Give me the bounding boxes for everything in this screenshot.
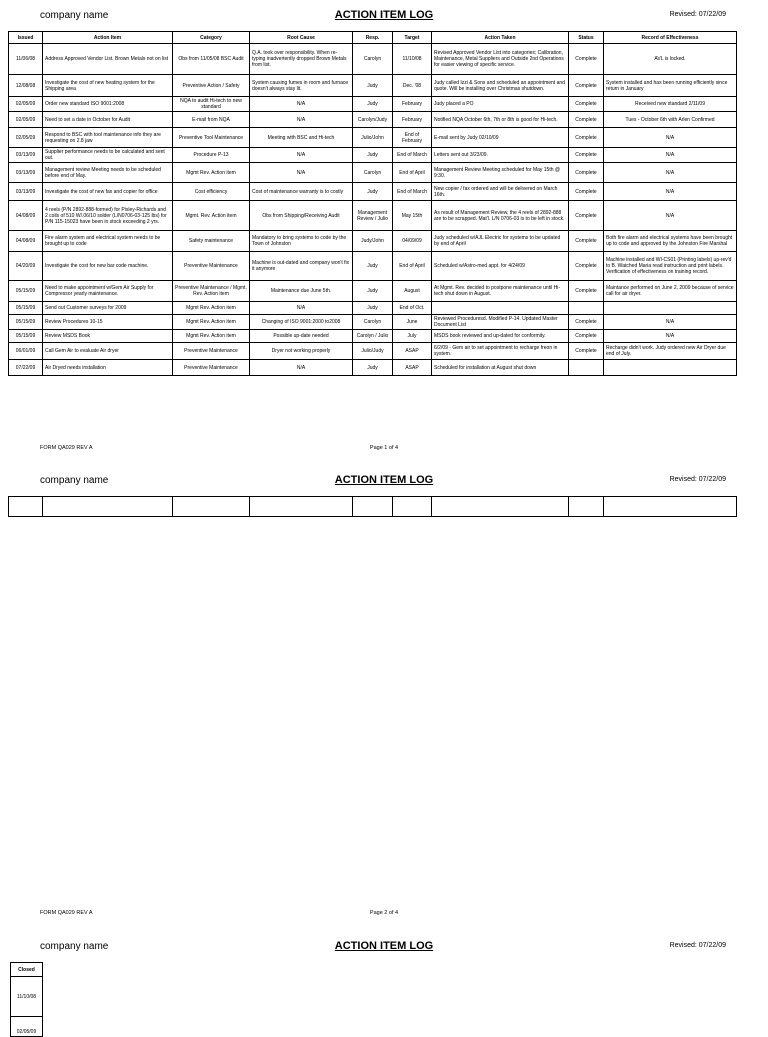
- table-row: [9, 75, 737, 97]
- table-row: [11, 977, 43, 1017]
- cell-record-of-effectiveness: Maintance performed on June 2, 2009 because of service call for air dryer.: [604, 281, 737, 302]
- cell-action-item: Need to set a date in October for Audit: [43, 112, 173, 128]
- cell-resp: Carolyn / Julio: [353, 330, 393, 343]
- table-header-row: [11, 963, 43, 977]
- cell-status: Complete: [569, 75, 604, 97]
- cell-record-of-effectiveness: Machine installed and WI-CS01 (Printing labels) up-rev'd to B. Watched Maria read instruction and print labels. Verification of effectiveness on training record.: [604, 252, 737, 281]
- cell-record-of-effectiveness: Received new standard 2/11/09: [604, 97, 737, 112]
- cell-root-cause: N/A: [250, 97, 353, 112]
- table-row: [9, 128, 737, 148]
- cell-resp: Carolyn: [353, 44, 393, 75]
- col-header-action-item: Action Item: [43, 32, 173, 44]
- cell-resp: Judy/John: [353, 231, 393, 252]
- cell-action-taken: As result of Management Review, the 4 reels of 2892-888 are to be scrapped. Mat'l. L/N 0706-03 is to be left in stock.: [432, 201, 569, 231]
- cell-status: [569, 302, 604, 315]
- cell-resp: Judy: [353, 75, 393, 97]
- cell-action-taken: Reviewed Proceduresd. Modified P-14. Updated Master Document List: [432, 315, 569, 330]
- cell-action-taken: Letters sent out 3/23/09.: [432, 148, 569, 163]
- cell-resp: Judy: [353, 183, 393, 201]
- cell-root-cause: N/A: [250, 163, 353, 183]
- table-cell: [432, 497, 569, 517]
- cell-status: Complete: [569, 112, 604, 128]
- cell-target: June: [393, 315, 432, 330]
- closed-date: 02/05/09: [11, 1017, 43, 1037]
- cell-action-item: Supplier performance needs to be calculated and sent out.: [43, 148, 173, 163]
- cell-action-item: Call Gem Air to evaluate Air dryer: [43, 343, 173, 360]
- cell-record-of-effectiveness: N/A: [604, 128, 737, 148]
- table-cell: [9, 497, 43, 517]
- revised-date: Revised: 07/22/09: [669, 942, 726, 949]
- cell-target: End of February: [393, 128, 432, 148]
- cell-target: End of Oct.: [393, 302, 432, 315]
- cell-category: Preventive Tool Maintenance: [173, 128, 250, 148]
- cell-action-item: Order new standard ISO 9001:2008: [43, 97, 173, 112]
- col-header-category: Category: [173, 32, 250, 44]
- company-name: company name: [40, 10, 109, 21]
- table-row: [9, 201, 737, 231]
- cell-target: July: [393, 330, 432, 343]
- cell-record-of-effectiveness: N/A: [604, 183, 737, 201]
- page1-header: [0, 10, 768, 30]
- company-name: company name: [40, 475, 109, 486]
- table-row: [9, 44, 737, 75]
- cell-resp: Julio/John: [353, 128, 393, 148]
- table-cell: [43, 497, 173, 517]
- cell-root-cause: N/A: [250, 302, 353, 315]
- cell-action-item: Need to make appointment w/Gem Air Supply for Compressor yearly maintenance.: [43, 281, 173, 302]
- cell-status: Complete: [569, 343, 604, 360]
- table-row: [9, 163, 737, 183]
- cell-issued: 03/13/09: [9, 163, 43, 183]
- col-header-closed: Closed: [11, 963, 43, 977]
- cell-status: Complete: [569, 252, 604, 281]
- cell-issued: 04/20/09: [9, 252, 43, 281]
- page3-header: [0, 941, 768, 961]
- cell-action-item: Management review Meeting needs to be scheduled before end of May.: [43, 163, 173, 183]
- table-row: [9, 315, 737, 330]
- cell-category: E-mail from NQA: [173, 112, 250, 128]
- table-cell: [393, 497, 432, 517]
- cell-issued: 02/05/09: [9, 128, 43, 148]
- cell-action-taken: E-mail sent by Judy 02/10/09: [432, 128, 569, 148]
- page-title: ACTION ITEM LOG: [334, 474, 434, 486]
- col-header-record-of-effectiveness: Record of Effectiveness: [604, 32, 737, 44]
- table-row: [9, 281, 737, 302]
- cell-status: Complete: [569, 281, 604, 302]
- cell-category: Mgmt. Rev. Action item: [173, 201, 250, 231]
- cell-action-taken: Notified NQA October 6th, 7th or 8th is good for Hi-tech.: [432, 112, 569, 128]
- cell-root-cause: Dryer not working properly: [250, 343, 353, 360]
- cell-category: Cost efficiency: [173, 183, 250, 201]
- cell-record-of-effectiveness: N/A: [604, 330, 737, 343]
- table-row: [9, 330, 737, 343]
- table-cell: [604, 497, 737, 517]
- cell-root-cause: N/A: [250, 148, 353, 163]
- col-header-issued: Issued: [9, 32, 43, 44]
- cell-target: Dec. '08: [393, 75, 432, 97]
- table-row: [9, 148, 737, 163]
- cell-record-of-effectiveness: N/A: [604, 201, 737, 231]
- cell-record-of-effectiveness: Both fire alarm and electrical systems have been brought up to code and approved by the Johnston Fire Marshal: [604, 231, 737, 252]
- cell-action-item: Respond to BSC with tool maintenance info they are requesting on 2.8 jaw: [43, 128, 173, 148]
- cell-root-cause: N/A: [250, 360, 353, 376]
- cell-target: End of April: [393, 252, 432, 281]
- cell-target: ASAP: [393, 343, 432, 360]
- cell-issued: 11/06/08: [9, 44, 43, 75]
- cell-record-of-effectiveness: [604, 360, 737, 376]
- cell-target: ASAP: [393, 360, 432, 376]
- cell-record-of-effectiveness: N/A: [604, 315, 737, 330]
- cell-status: Complete: [569, 44, 604, 75]
- table-row: [9, 497, 737, 517]
- cell-category: Preventive Maintenance / Mgmt. Rev. Action item: [173, 281, 250, 302]
- cell-issued: 02/05/09: [9, 112, 43, 128]
- cell-action-taken: Judy placed a PO: [432, 97, 569, 112]
- cell-resp: Judy: [353, 148, 393, 163]
- cell-action-item: Send out Customer surveys for 2009: [43, 302, 173, 315]
- cell-record-of-effectiveness: Recharge didn't work. Judy ordered new Air Dryer due end of July.: [604, 343, 737, 360]
- cell-issued: 02/05/09: [9, 97, 43, 112]
- page-title: ACTION ITEM LOG: [334, 940, 434, 952]
- cell-category: Preventive Maintenance: [173, 252, 250, 281]
- cell-root-cause: Machine is out-dated and company won't fix it anymore: [250, 252, 353, 281]
- blank-table: [8, 496, 737, 517]
- cell-status: Complete: [569, 201, 604, 231]
- cell-issued: 03/13/09: [9, 148, 43, 163]
- cell-issued: 12/08/08: [9, 75, 43, 97]
- cell-status: Complete: [569, 148, 604, 163]
- page2-header: [0, 475, 768, 495]
- col-header-root-cause: Root Cause: [250, 32, 353, 44]
- cell-status: Complete: [569, 231, 604, 252]
- cell-category: Mgmt Rev. Action item: [173, 330, 250, 343]
- cell-status: Complete: [569, 128, 604, 148]
- table-row: [9, 252, 737, 281]
- cell-issued: 03/13/09: [9, 183, 43, 201]
- cell-root-cause: Cost of maintenance warranty is to costly: [250, 183, 353, 201]
- table-cell: [353, 497, 393, 517]
- cell-issued: 06/01/09: [9, 343, 43, 360]
- cell-record-of-effectiveness: N/A: [604, 148, 737, 163]
- table-row: [11, 1017, 43, 1037]
- table-cell: [250, 497, 353, 517]
- cell-action-item: Investigate the cost of new fax and copier for office: [43, 183, 173, 201]
- page-number: Page 2 of 4: [369, 910, 399, 916]
- cell-action-item: 4 reels (P/N 2892-888-formed) for Pixley-Richards and 2 coils of 510 W/.06/10 solder (L/N0706-03-125 lbs) for P/N 115-15023 have been in stock exceeding 2 yrs.: [43, 201, 173, 231]
- cell-action-taken: Management Review Meeting scheduled for May 15th @ 9:30.: [432, 163, 569, 183]
- cell-issued: 05/15/09: [9, 330, 43, 343]
- cell-resp: Carolyn: [353, 315, 393, 330]
- table-row: [9, 360, 737, 376]
- cell-root-cause: N/A: [250, 112, 353, 128]
- cell-target: August: [393, 281, 432, 302]
- revised-date: Revised: 07/22/09: [669, 11, 726, 18]
- cell-action-taken: New copier / fax ordered and will be delivered on March 16th.: [432, 183, 569, 201]
- cell-action-taken: Judy called Izzi & Sons and scheduled an appointment and quote. Will be installing over Christmas shutdown.: [432, 75, 569, 97]
- revised-date: Revised: 07/22/09: [669, 476, 726, 483]
- cell-resp: Judy: [353, 281, 393, 302]
- cell-root-cause: Mandatory to bring systems to code by the Town of Johnston: [250, 231, 353, 252]
- cell-root-cause: Changing of ISO 9001:2000 to2008: [250, 315, 353, 330]
- cell-record-of-effectiveness: N/A: [604, 163, 737, 183]
- table-cell: [569, 497, 604, 517]
- table-row: [9, 343, 737, 360]
- action-item-table: [8, 31, 737, 376]
- table-row: [9, 302, 737, 315]
- cell-category: Safety maintenance: [173, 231, 250, 252]
- cell-action-taken: Scheduled for installation at August shut down: [432, 360, 569, 376]
- cell-category: Mgmt Rev. Action item: [173, 315, 250, 330]
- cell-root-cause: Meeting with BSC and Hi-tech: [250, 128, 353, 148]
- cell-root-cause: Maintenance due June 5th.: [250, 281, 353, 302]
- table-row: [9, 183, 737, 201]
- form-number: FORM QA029 REV A: [40, 445, 93, 451]
- cell-action-taken: Judy scheduled w/AJL Electric for systems to be updated by end of April: [432, 231, 569, 252]
- cell-resp: Julio/Judy: [353, 343, 393, 360]
- cell-action-taken: Scheduled w/Astro-med appt. for 4/24/09: [432, 252, 569, 281]
- cell-target: End of March: [393, 183, 432, 201]
- cell-target: End of March: [393, 148, 432, 163]
- cell-record-of-effectiveness: [604, 302, 737, 315]
- cell-target: May 15th: [393, 201, 432, 231]
- cell-resp: Judy: [353, 97, 393, 112]
- cell-category: Preventive Maintenance: [173, 343, 250, 360]
- closed-table: [10, 962, 43, 1037]
- cell-action-item: Review Procedures 10-15: [43, 315, 173, 330]
- cell-record-of-effectiveness: Tues - October 6th with Arlen Confirmed: [604, 112, 737, 128]
- cell-category: Preventive Maintenance: [173, 360, 250, 376]
- cell-status: [569, 360, 604, 376]
- cell-target: End of April: [393, 163, 432, 183]
- table-header-row: [9, 32, 737, 44]
- cell-issued: 05/15/09: [9, 302, 43, 315]
- cell-action-taken: MSDS book reviewed and up-dated for conformity.: [432, 330, 569, 343]
- cell-resp: Judy: [353, 302, 393, 315]
- cell-resp: Management Review / Julio: [353, 201, 393, 231]
- cell-target: February: [393, 97, 432, 112]
- cell-category: Mgmt Rev. Action item: [173, 163, 250, 183]
- col-header-status: Status: [569, 32, 604, 44]
- cell-resp: Carolyn/Judy: [353, 112, 393, 128]
- cell-category: NQA to audit Hi-tech to new standard: [173, 97, 250, 112]
- cell-status: Complete: [569, 97, 604, 112]
- col-header-resp: Resp.: [353, 32, 393, 44]
- cell-resp: Judy: [353, 252, 393, 281]
- table-cell: [173, 497, 250, 517]
- cell-action-item: Address Approved Vendor List. Brown Metals not on list: [43, 44, 173, 75]
- page-title: ACTION ITEM LOG: [334, 9, 434, 21]
- cell-issued: 05/15/09: [9, 281, 43, 302]
- cell-status: Complete: [569, 315, 604, 330]
- col-header-target: Target: [393, 32, 432, 44]
- cell-action-item: Investigate the cost of new heating system for the Shipping area: [43, 75, 173, 97]
- cell-record-of-effectiveness: AVL is locked.: [604, 44, 737, 75]
- page-number: Page 1 of 4: [369, 445, 399, 451]
- cell-target: 04/09/09: [393, 231, 432, 252]
- company-name: company name: [40, 941, 109, 952]
- cell-action-taken: [432, 302, 569, 315]
- closed-date: 11/10/08: [11, 977, 43, 1017]
- cell-record-of-effectiveness: System installed and has been running efficiently since return in January: [604, 75, 737, 97]
- cell-action-item: Review MSDS Book: [43, 330, 173, 343]
- table-row: [9, 97, 737, 112]
- cell-root-cause: Possible up-date needed: [250, 330, 353, 343]
- cell-action-item: Air Dryed needs installation: [43, 360, 173, 376]
- cell-status: Complete: [569, 163, 604, 183]
- cell-issued: 04/08/09: [9, 231, 43, 252]
- cell-issued: 04/08/09: [9, 201, 43, 231]
- cell-category: Procedure P-13: [173, 148, 250, 163]
- table-row: [9, 231, 737, 252]
- cell-target: February: [393, 112, 432, 128]
- cell-root-cause: Q.A. took over responsibility. When re-typing inadvertently dropped Brown Metals from list.: [250, 44, 353, 75]
- cell-status: Complete: [569, 183, 604, 201]
- cell-target: 11/10/08: [393, 44, 432, 75]
- form-number: FORM QA029 REV A: [40, 910, 93, 916]
- cell-category: Obs from 11/05/08 BSC Audit: [173, 44, 250, 75]
- cell-action-item: Investigate the cost for new bar code machine.: [43, 252, 173, 281]
- cell-resp: Carolyn: [353, 163, 393, 183]
- cell-status: Complete: [569, 330, 604, 343]
- cell-action-taken: At Mgmt. Rev. decided to postpone maintenance until Hi-tech shut down in August.: [432, 281, 569, 302]
- cell-category: Preventive Action / Safety: [173, 75, 250, 97]
- cell-category: Mgmt Rev. Action item: [173, 302, 250, 315]
- col-header-action-taken: Action Taken: [432, 32, 569, 44]
- table-row: [9, 112, 737, 128]
- cell-issued: 07/22/09: [9, 360, 43, 376]
- cell-root-cause: System causing fumes in room and furnace doesn't always stay lit.: [250, 75, 353, 97]
- cell-resp: Judy: [353, 360, 393, 376]
- cell-root-cause: Obs from Shipping/Receiving Audit: [250, 201, 353, 231]
- cell-action-taken: 6/2/09 - Gem air to set appointment to recharge freon in system.: [432, 343, 569, 360]
- cell-issued: 05/15/09: [9, 315, 43, 330]
- cell-action-taken: Revised Approved Vendor List into categories; Calibration, Maintenance, Metal Suppliers and Outside 2nd Operations for easier viewing of specific service.: [432, 44, 569, 75]
- cell-action-item: Fire alarm system and electrical system needs to be brought up to code: [43, 231, 173, 252]
